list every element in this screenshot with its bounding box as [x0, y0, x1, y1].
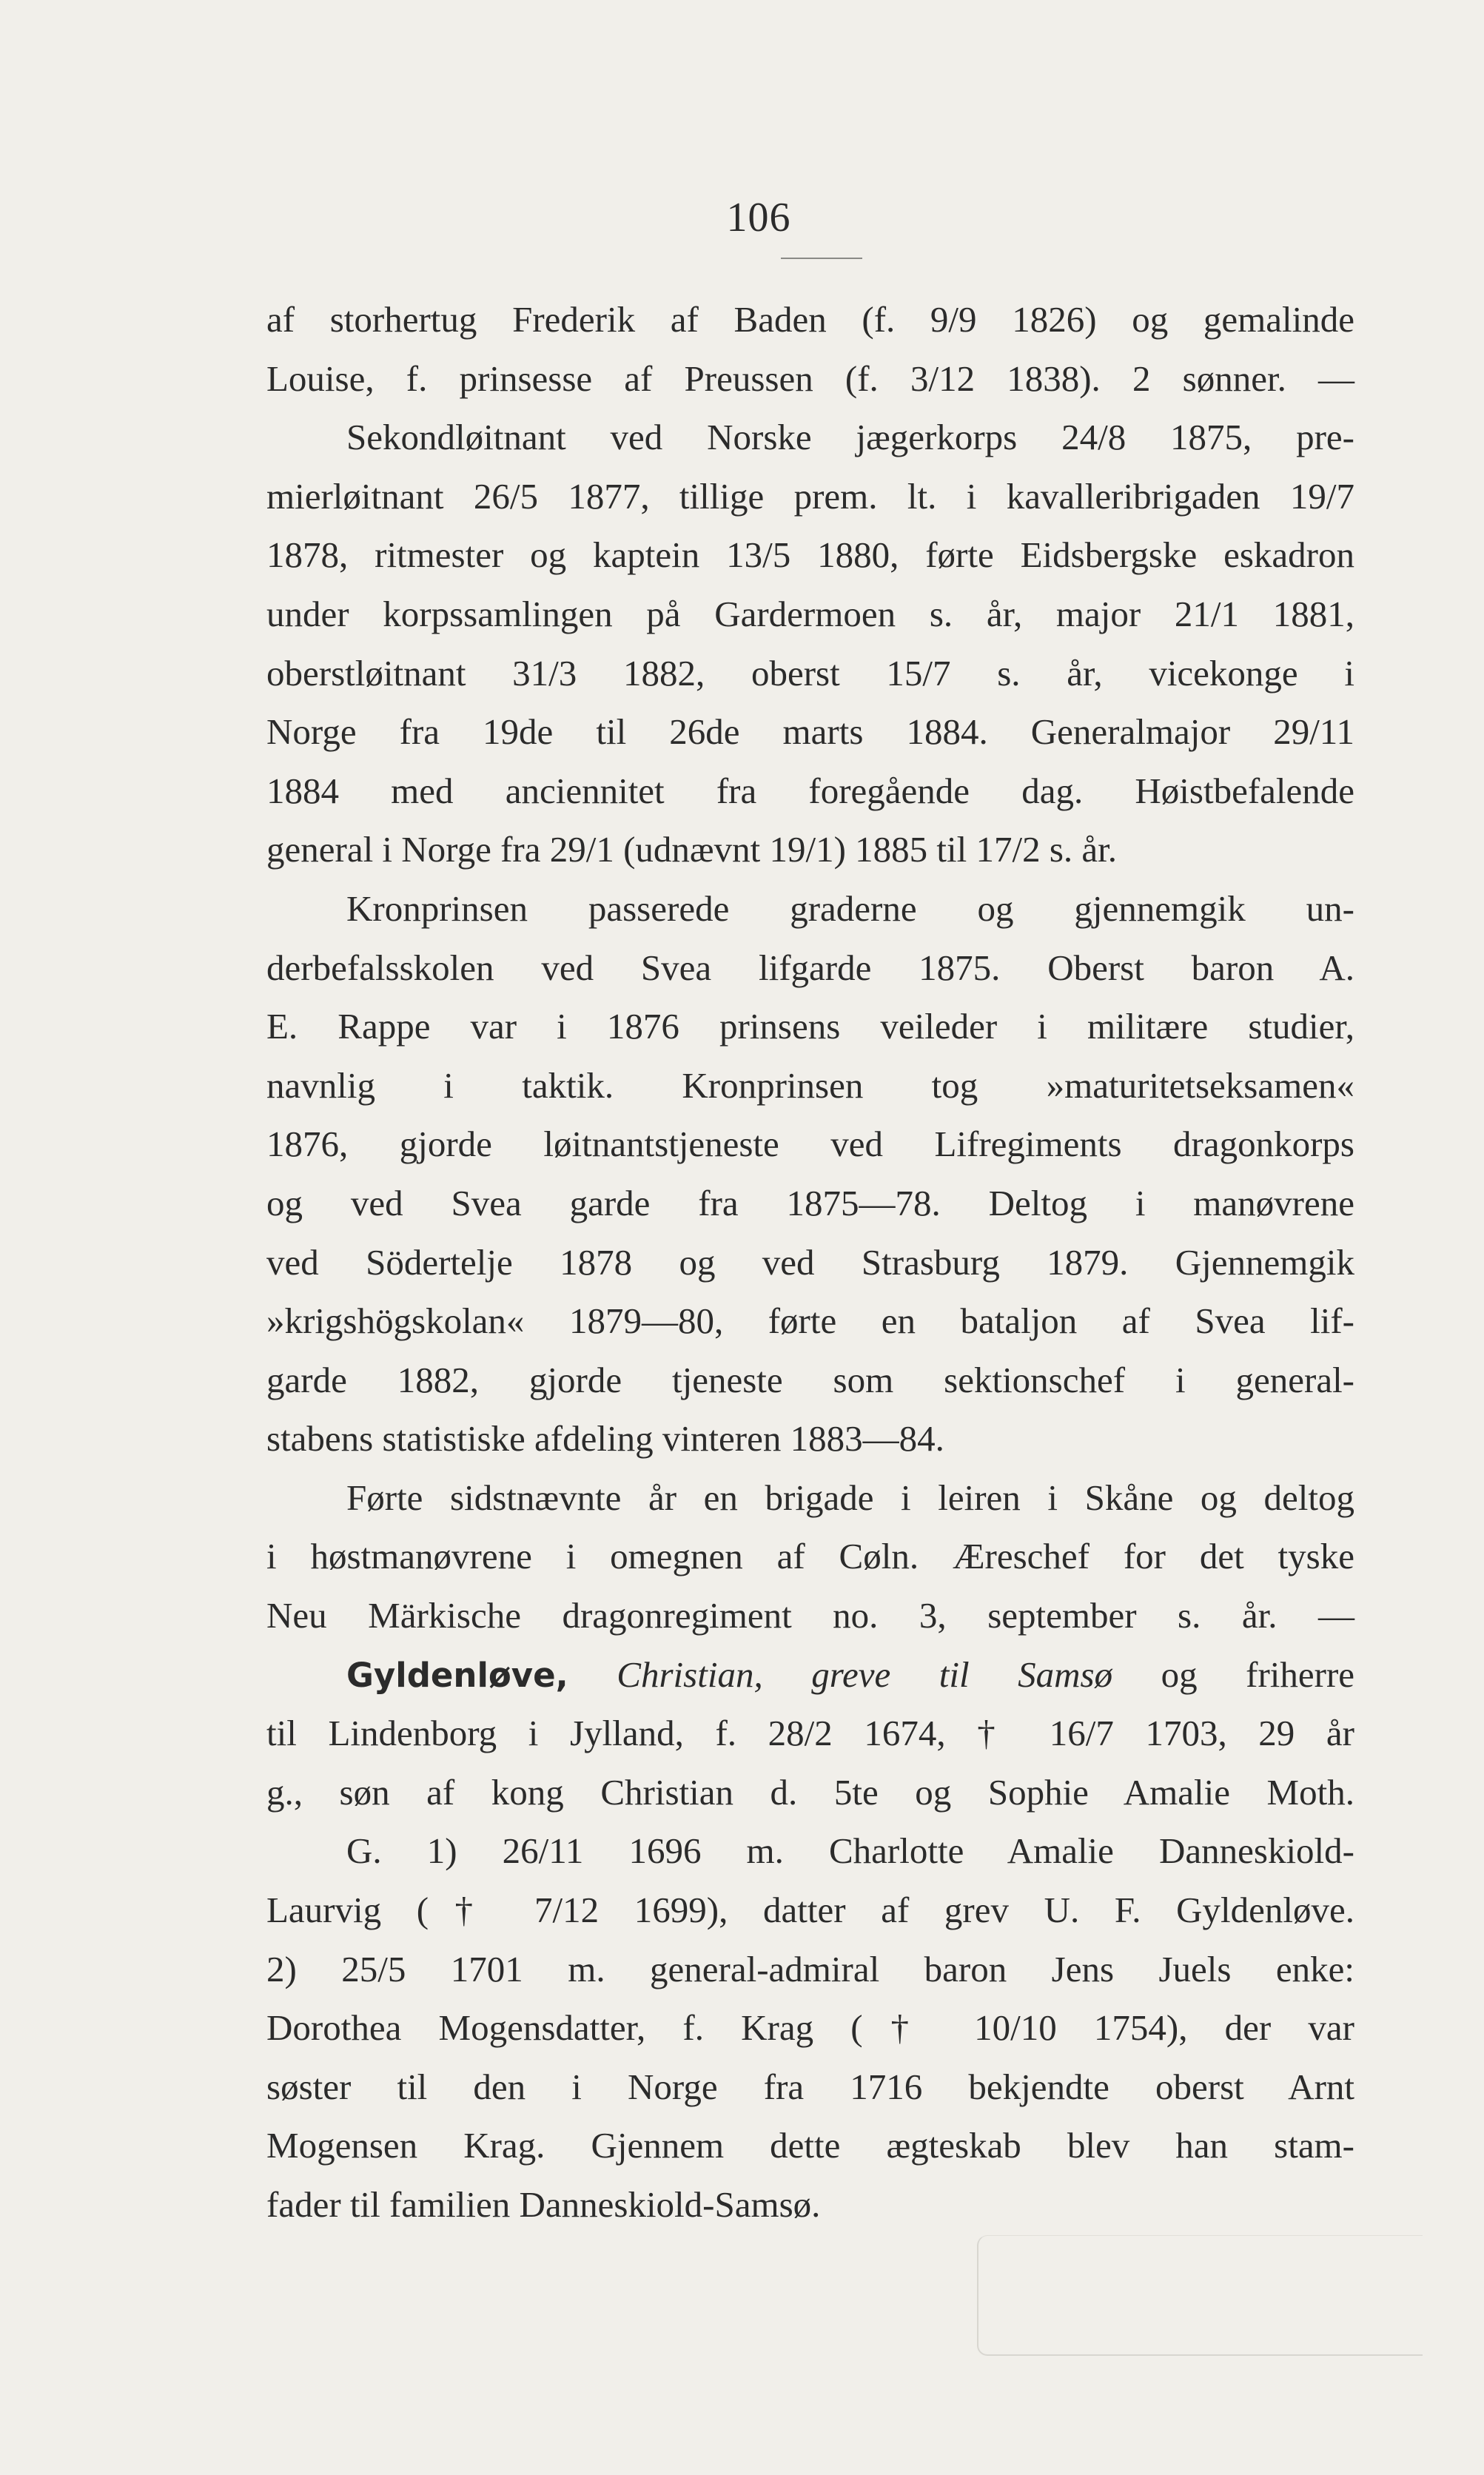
text-line: fader til familien Danneskiold-Samsø.: [266, 2184, 821, 2225]
body-text: [266, 290, 1354, 2234]
text-line: garde 1882, gjorde tjeneste som sektionschef i general-: [266, 1359, 1354, 1400]
header-rule: [781, 258, 862, 259]
text-line: 1878, ritmester og kaptein 13/5 1880, førte Eidsbergske eskadron: [266, 534, 1354, 576]
text-line: E. Rappe var i 1876 prinsens veileder i militære studier,: [266, 1006, 1354, 1047]
entry-given-name: Christian, greve til Samsø: [617, 1653, 1113, 1695]
text-line: derbefalsskolen ved Svea lifgarde 1875. Oberst baron A.: [266, 947, 1354, 988]
text-line: søster til den i Norge fra 1716 bekjendte oberst Arnt: [266, 2066, 1354, 2107]
text-line: mierløitnant 26/5 1877, tillige prem. lt. i kavalleribrigaden 19/7: [266, 475, 1354, 517]
text-line: Louise, f. prinsesse af Preussen (f. 3/12 1838). 2 sønner. —: [266, 357, 1354, 399]
text-line: oberstløitnant 31/3 1882, oberst 15/7 s. år, vicekonge i: [266, 652, 1354, 694]
text-line: Neu Märkische dragonregiment no. 3, september s. år. —: [266, 1595, 1354, 1636]
text-line: Norge fra 19de til 26de marts 1884. Generalmajor 29/11: [266, 711, 1354, 753]
entry-surname: Gyldenløve,: [346, 1655, 568, 1695]
text-line: G. 1) 26/11 1696 m. Charlotte Amalie Danneskiold-: [346, 1830, 1354, 1872]
page-corner-mark: [977, 2235, 1423, 2356]
text-line: »krigshögskolan« 1879—80, førte en bataljon af Svea lif-: [266, 1300, 1354, 1342]
text-line: ved Södertelje 1878 og ved Strasburg 1879. Gjennemgik: [266, 1241, 1354, 1283]
text-line: under korpssamlingen på Gardermoen s. år, major 21/1 1881,: [266, 593, 1354, 634]
text-line: general i Norge fra 29/1 (udnævnt 19/1) 1885 til 17/2 s. år.: [266, 829, 1118, 870]
text-line: stabens statistiske afdeling vinteren 1883—84.: [266, 1418, 944, 1460]
text-line: i høstmanøvrene i omegnen af Cøln. Æreschef for det tyske: [266, 1536, 1354, 1577]
text-line: Laurvig († 7/12 1699), datter af grev U. F. Gyldenløve.: [266, 1890, 1354, 1931]
text-line: Førte sidstnævnte år en brigade i leiren i Skåne og deltog: [346, 1477, 1354, 1518]
text-line: Sekondløitnant ved Norske jægerkorps 24/8 1875, pre-: [346, 417, 1354, 458]
entry-heading-line: [266, 1645, 1354, 1705]
text-line: 1876, gjorde løitnantstjeneste ved Lifregiments dragonkorps: [266, 1124, 1354, 1165]
text-line: navnlig i taktik. Kronprinsen tog »maturitetseksamen«: [266, 1064, 1354, 1106]
text-line: af storhertug Frederik af Baden (f. 9/9 1826) og gemalinde: [266, 299, 1354, 340]
text-line: 2) 25/5 1701 m. general-admiral baron Jens Juels enke:: [266, 1948, 1354, 1989]
text-line: Dorothea Mogensdatter, f. Krag († 10/10 1754), der var: [266, 2007, 1354, 2049]
text-line: 1884 med anciennitet fra foregående dag. Høistbefalende: [266, 770, 1354, 811]
text-line: g., søn af kong Christian d. 5te og Sophie Amalie Moth.: [266, 1771, 1354, 1813]
text-line: til Lindenborg i Jylland, f. 28/2 1674, † 16/7 1703, 29 år: [266, 1713, 1354, 1754]
entry-title-rest: og friherre: [1161, 1653, 1355, 1695]
text-line: Mogensen Krag. Gjennem dette ægteskab blev han stam-: [266, 2125, 1354, 2166]
text-line: og ved Svea garde fra 1875—78. Deltog i manøvrene: [266, 1182, 1354, 1223]
text-line: Kronprinsen passerede graderne og gjennemgik un-: [346, 887, 1354, 929]
page-number: 106: [726, 195, 791, 241]
